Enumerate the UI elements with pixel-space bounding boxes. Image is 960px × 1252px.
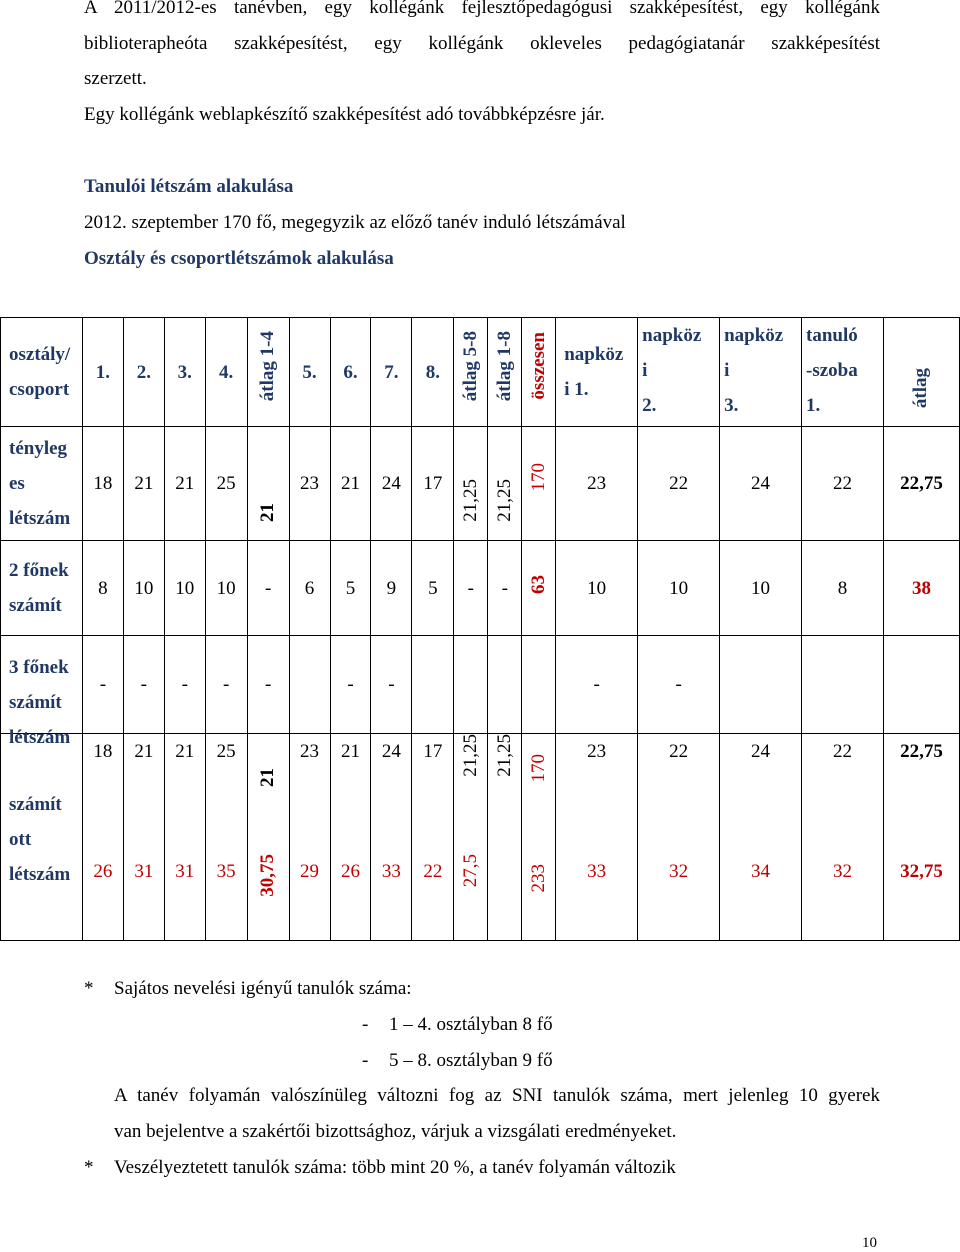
row2-grade-2: 10 [123,541,164,636]
header-grade-5: 5. [289,318,330,427]
row3-grade-5 [289,636,330,734]
sni-dash-2: - [362,1050,369,1071]
row3-atlag-5-8 [454,636,488,734]
header-napkozi-2-b: i [642,360,648,381]
row3-napkozi-3 [720,636,802,734]
row4-atlag-1-4: 21 [257,768,279,787]
row4-osszesen: 170 [527,754,549,783]
table-row-2-fonek [1,541,960,636]
row1-atlag-1-4: 21 [257,503,279,522]
row4-napkozi-2: 22 [669,741,689,762]
row3-tanuloszoba [802,636,884,734]
row1-grade-2: 21 [123,427,164,541]
row1-osszesen: 170 [527,463,549,492]
row4-szamitott-grade-8: 22 [423,861,443,882]
sni-line-2: 5 – 8. osztályban 9 fő [389,1050,553,1071]
sni-line-1: 1 – 4. osztályban 8 fő [389,1014,553,1035]
header-atlag: átlag [910,367,932,408]
row4-szamitott-tanuloszoba: 32 [832,861,852,882]
header-tanuloszoba-c: 1. [806,395,821,416]
row2-label-a: 2 főnek [9,560,69,581]
row2-label-b: számít [9,595,62,616]
row4-napkozi-1: 23 [587,741,607,762]
row4-atlag-1-8: 21,25 [493,734,515,777]
row4-szamitott-grade-2: 31 [134,861,154,882]
row2-grade-8: 5 [412,541,454,636]
header-grade-4: 4. [205,318,247,427]
row4-atlag: 22,75 [900,741,943,762]
row2-grade-7: 9 [371,541,412,636]
row1-label-b: es [9,473,25,494]
row4-grade-4: 25 [216,741,236,762]
row4-label-szamit: számít [9,794,62,815]
row4-atlag-5-8: 21,25 [459,734,481,777]
header-grade-2: 2. [123,318,164,427]
row3-atlag [883,636,959,734]
veszelyeztetett-line: Veszélyeztetett tanulók száma: több mint 20 %, a tanév folyamán változik [114,1157,676,1178]
row1-grade-7: 24 [371,427,412,541]
row2-napkozi-3: 10 [720,541,802,636]
row2-grade-5: 6 [289,541,330,636]
row1-napkozi-3: 24 [720,427,802,541]
row4-grade-1: 18 [93,741,113,762]
header-napkozi-3-c: 3. [724,395,739,416]
header-osszesen: összesen [527,332,549,400]
row3-label-a: 3 főnek [9,656,69,678]
row4-label-letszam: létszám [9,727,71,748]
row2-atlag: 38 [883,541,959,636]
intro-line-1: A 2011/2012-es tanévben, egy kollégánk fejlesztőpedagógusi szakképesítést, egy kollégánk [84,0,880,18]
table-row-letszam-szamitott [1,734,960,941]
row1-atlag: 22,75 [883,427,959,541]
heading-tanuloi-letszam: Tanulói létszám alakulása [84,176,294,197]
header-osztaly: osztály/ [9,344,71,365]
intro-line-2: biblioterapheóta szakképesítést, egy kollégánk okleveles pedagógiatanár szakképesítést [84,33,880,54]
header-grade-3: 3. [164,318,205,427]
row2-grade-3: 10 [164,541,205,636]
row4-szamitott-napkozi-2: 32 [669,861,689,882]
row1-tanuloszoba: 22 [802,427,884,541]
row4-grade-5: 23 [300,741,320,762]
row3-grade-7: - [371,636,412,734]
row2-atlag-1-8: - [488,541,522,636]
page-number: 10 [862,1235,877,1251]
row2-tanuloszoba: 8 [802,541,884,636]
row4-szamitott-atlag-1-4: 30,75 [257,854,279,897]
header-grade-1: 1. [82,318,123,427]
row3-label-b: számít [9,691,62,713]
sni-paragraph-2: van bejelentve a szakértői bizottsághoz, várjuk a vizsgálati eredményeket. [114,1121,677,1142]
row1-grade-5: 23 [289,427,330,541]
header-napkozi-2-c: 2. [642,395,657,416]
row1-grade-6: 21 [330,427,371,541]
row4-tanuloszoba: 22 [832,741,852,762]
header-atlag-5-8: átlag 5-8 [459,330,481,402]
header-tanuloszoba-b: -szoba [806,360,858,381]
row4-grade-2: 21 [134,741,154,762]
row1-label-c: létszám [9,508,71,529]
row4-label-letszam-2: létszám [9,864,71,885]
row1-label-a: tényleg [9,438,68,459]
row4-grade-6: 21 [340,741,360,762]
row1-napkozi-2: 22 [638,427,720,541]
header-tanuloszoba-a: tanuló [806,325,858,346]
row1-atlag-5-8: 21,25 [459,479,481,522]
row3-grade-6: - [330,636,371,734]
intro-line-4: Egy kollégánk weblapkészítő szakképesítést adó továbbképzésre jár. [84,104,605,125]
header-csoport: csoport [9,379,70,400]
row1-grade-1: 18 [82,427,123,541]
header-napkozi-1-a: napköz [564,344,624,365]
row4-label-ott: ott [9,829,32,850]
table-row-tenyleges [1,427,960,541]
class-size-table [0,317,960,941]
row3-napkozi-1: - [556,636,638,734]
row4-szamitott-grade-3: 31 [175,861,195,882]
header-grade-6: 6. [330,318,371,427]
row4-szamitott-grade-7: 33 [381,861,401,882]
row3-grade-2: - [123,636,164,734]
row3-atlag-1-4: - [247,636,289,734]
veszelyeztetett-star: * [84,1157,94,1178]
row2-napkozi-2: 10 [638,541,720,636]
row1-atlag-1-8: 21,25 [493,479,515,522]
row3-grade-8 [412,636,454,734]
row1-grade-4: 25 [205,427,247,541]
header-napkozi-1-b: i 1. [564,379,589,400]
row1-grade-8: 17 [412,427,454,541]
row4-grade-3: 21 [175,741,195,762]
row4-szamitott-grade-5: 29 [300,861,320,882]
sni-dash-1: - [362,1014,369,1035]
row1-grade-3: 21 [164,427,205,541]
sni-heading: Sajátos nevelési igényű tanulók száma: [114,978,412,999]
september-statement: 2012. szeptember 170 fő, megegyzik az előző tanév induló létszámával [84,212,626,233]
header-napkozi-3-b: i [724,360,730,381]
row4-grade-7: 24 [381,741,401,762]
row2-napkozi-1: 10 [556,541,638,636]
heading-osztaly-csoport: Osztály és csoportlétszámok alakulása [84,248,394,269]
row3-atlag-1-8 [488,636,522,734]
row4-szamitott-atlag-5-8: 27,5 [459,854,481,888]
row2-grade-4: 10 [205,541,247,636]
table-header-row [1,318,960,427]
row4-szamitott-atlag: 32,75 [900,861,943,882]
header-atlag-1-8: átlag 1-8 [493,330,515,402]
row4-napkozi-3: 24 [751,741,771,762]
sni-paragraph-1: A tanév folyamán valószínüleg változni fog az SNI tanulók száma, mert jelenleg 10 gyerek [114,1085,880,1106]
row2-osszesen: 63 [527,574,549,594]
row4-szamitott-napkozi-1: 33 [587,861,607,882]
row4-szamitott-osszesen: 233 [527,864,549,893]
header-atlag-1-4: átlag 1-4 [257,330,279,402]
intro-line-3: szerzett. [84,68,147,89]
row4-grade-8: 17 [423,741,443,762]
row4-szamitott-grade-6: 26 [340,861,360,882]
row1-napkozi-1: 23 [556,427,638,541]
header-grade-8: 8. [412,318,454,427]
header-napkozi-2-a: napköz [642,325,702,346]
row2-atlag-5-8: - [454,541,488,636]
row2-grade-6: 5 [330,541,371,636]
row3-grade-3: - [164,636,205,734]
sni-star: * [84,978,94,999]
row3-osszesen [522,636,556,734]
row3-grade-4: - [205,636,247,734]
row2-grade-1: 8 [82,541,123,636]
row4-szamitott-napkozi-3: 34 [751,861,771,882]
header-napkozi-3-a: napköz [724,325,784,346]
table-row-3-fonek [1,636,960,734]
row2-atlag-1-4: - [247,541,289,636]
row4-szamitott-grade-4: 35 [216,861,236,882]
header-grade-7: 7. [371,318,412,427]
row4-szamitott-grade-1: 26 [93,861,113,882]
row3-napkozi-2: - [638,636,720,734]
row3-grade-1: - [82,636,123,734]
